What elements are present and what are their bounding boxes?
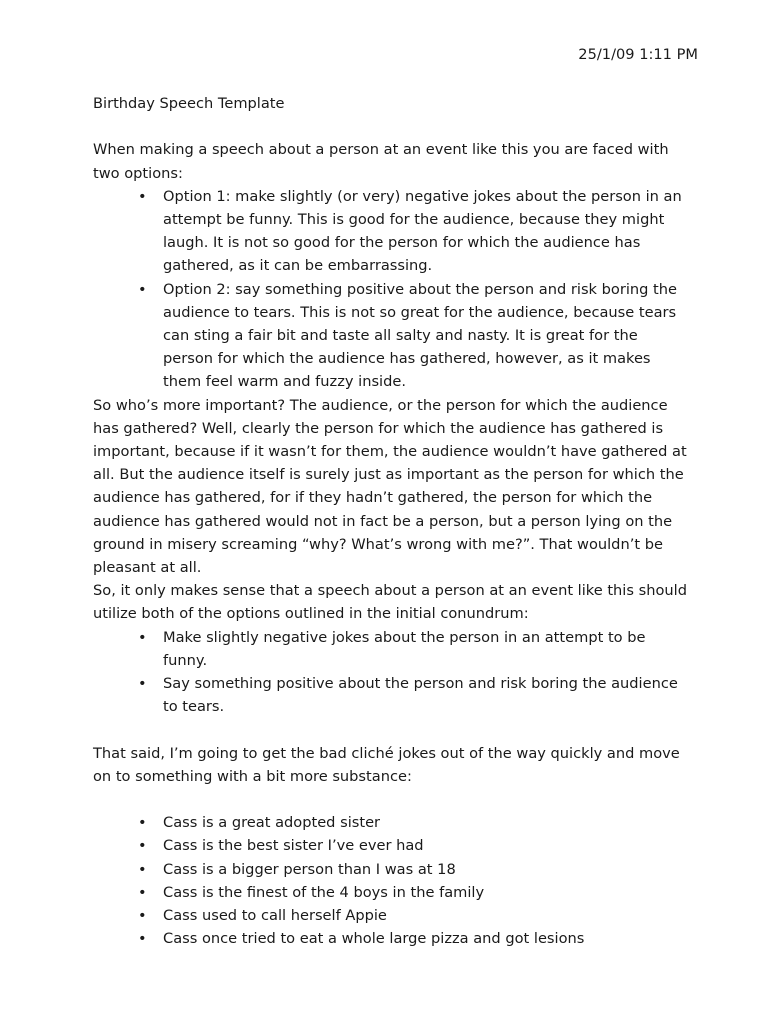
bullet-icon: •: [138, 675, 147, 693]
list-item-text: Cass is the finest of the 4 boys in the family: [163, 883, 485, 901]
list-item: [93, 834, 688, 857]
list-item: [93, 858, 688, 881]
list-item-text: Make slightly negative jokes about the person in an attempt to be funny.: [163, 628, 646, 669]
options-list: [93, 185, 688, 394]
list-item: [93, 811, 688, 834]
list-item-text: Cass is a great adopted sister: [163, 814, 381, 832]
bullet-icon: •: [138, 814, 147, 832]
list-item-text: Option 2: say something positive about the person and risk boring the audience to tears. This is not so great for the audience, because tears can sting a fair bit and taste all salty and nasty. It is great for the person for which the audience has gathered, however, as it makes them feel warm and fuzzy inside.: [163, 280, 677, 391]
bullet-icon: •: [138, 860, 147, 878]
list-item: [93, 626, 688, 672]
intro-paragraph: When making a speech about a person at an event like this you are faced with two options:: [93, 141, 669, 182]
jokes-list: [93, 811, 688, 950]
bullet-icon: •: [138, 907, 147, 925]
list-item-text: Cass is a bigger person than I was at 18: [163, 860, 456, 878]
list-item-text: Option 1: make slightly (or very) negative jokes about the person in an attempt be funny. This is good for the audience, because they might laugh. It is not so good for the person for which the audience has gathered, as it can be embarrassing.: [163, 187, 682, 275]
list-item-text: Say something positive about the person and risk boring the audience to tears.: [163, 675, 678, 716]
spacer: [93, 115, 688, 138]
importance-paragraph: So who’s more important? The audience, or the person for which the audience has gathered? Well, clearly the person for which the audience has gathered is important, because if it wasn’t for them, the audience wouldn’t have gathered at all. But the audience itself is surely just as important as the person for which the audience has gathered, for if they hadn’t gathered, the person for which the audience has gathered would not in fact be a person, but a person lying on the ground in misery screaming “why? What’s wrong with me?”. That wouldn’t be pleasant at all.: [93, 396, 687, 577]
bullet-icon: •: [138, 883, 147, 901]
spacer: [93, 718, 688, 741]
list-item: [93, 927, 688, 950]
list-item: [93, 881, 688, 904]
list-item-text: Cass used to call herself Appie: [163, 907, 387, 925]
bullet-icon: •: [138, 187, 147, 205]
that-said-paragraph: That said, I’m going to get the bad cliché jokes out of the way quickly and move on to something with a bit more substance:: [93, 744, 680, 785]
document-title: Birthday Speech Template: [93, 95, 285, 112]
list-item-text: Cass once tried to eat a whole large pizza and got lesions: [163, 930, 585, 948]
print-timestamp: 25/1/09 1:11 PM: [578, 46, 698, 63]
list-item: [93, 185, 688, 278]
bullet-icon: •: [138, 280, 147, 298]
bullet-icon: •: [138, 837, 147, 855]
list-item: [93, 904, 688, 927]
bullet-icon: •: [138, 930, 147, 948]
combined-options-list: [93, 626, 688, 719]
spacer: [93, 788, 688, 811]
sense-paragraph: So, it only makes sense that a speech about a person at an event like this should utilize both of the options outlined in the initial conundrum:: [93, 582, 687, 623]
list-item: [93, 672, 688, 718]
list-item: [93, 278, 688, 394]
bullet-icon: •: [138, 628, 147, 646]
document-body: [93, 92, 688, 950]
list-item-text: Cass is the best sister I’ve ever had: [163, 837, 424, 855]
